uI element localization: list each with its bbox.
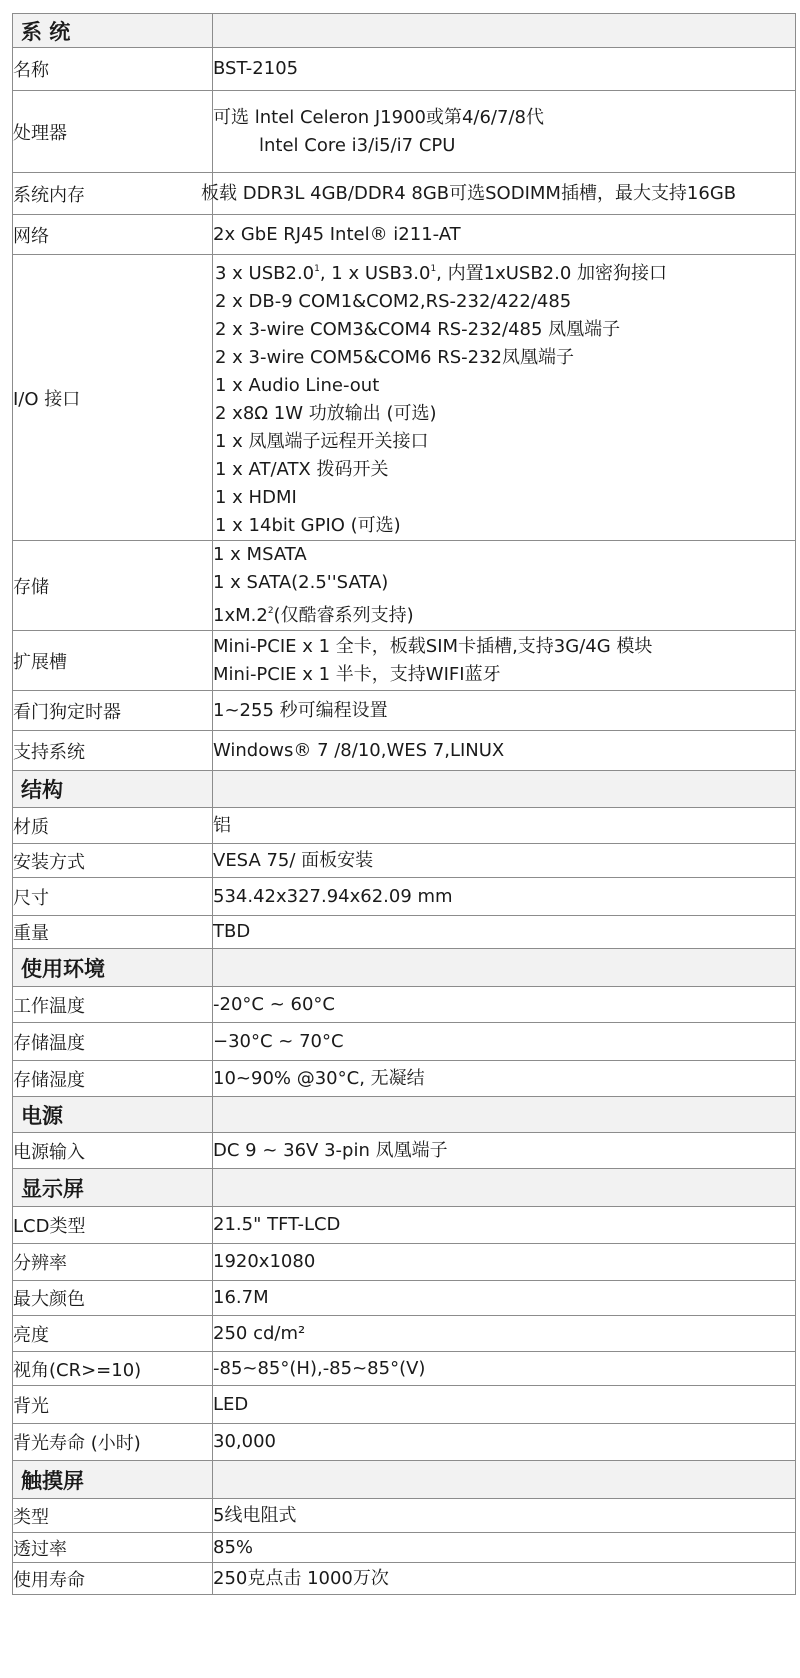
- spec-value: -85~85°(H),-85~85°(V): [213, 1352, 796, 1386]
- spec-label: 重量: [13, 916, 213, 949]
- table-row: [13, 1533, 796, 1563]
- spec-value-line: 2 x 3-wire COM3&COM4 RS-232/485 凤凰端子: [215, 319, 621, 340]
- section-row-touch: [13, 1461, 796, 1499]
- spec-value-line: [213, 597, 795, 630]
- table-row: [13, 541, 796, 631]
- table-row: [13, 1061, 796, 1097]
- spec-label: 亮度: [13, 1316, 213, 1352]
- spec-label: 背光寿命 (小时): [13, 1424, 213, 1461]
- spec-value-line: 1 x 14bit GPIO (可选): [215, 515, 401, 536]
- section-blank: [213, 1461, 796, 1499]
- spec-label: 扩展槽: [13, 631, 213, 691]
- spec-label: 电源输入: [13, 1133, 213, 1169]
- table-row: [13, 1424, 796, 1461]
- spec-value: DC 9 ~ 36V 3-pin 凤凰端子: [213, 1133, 796, 1169]
- table-row: [13, 631, 796, 691]
- spec-label: 存储湿度: [13, 1061, 213, 1097]
- spec-label: 最大颜色: [13, 1281, 213, 1316]
- spec-label: 安装方式: [13, 844, 213, 878]
- table-row: [13, 691, 796, 731]
- spec-label: LCD类型: [13, 1207, 213, 1244]
- section-title: 系 统: [13, 14, 213, 48]
- section-row-environment: [13, 949, 796, 987]
- table-row: [13, 255, 796, 541]
- spec-value-line: 2 x 3-wire COM5&COM6 RS-232凤凰端子: [215, 347, 574, 368]
- section-blank: [213, 1169, 796, 1207]
- table-row: [13, 987, 796, 1023]
- table-row: [13, 916, 796, 949]
- section-blank: [213, 949, 796, 987]
- spec-value: 534.42x327.94x62.09 mm: [213, 878, 796, 916]
- table-row: [13, 808, 796, 844]
- spec-label: 看门狗定时器: [13, 691, 213, 731]
- section-title: 触摸屏: [13, 1461, 213, 1499]
- footnote-mark: 1: [314, 264, 320, 274]
- section-row-system: [13, 14, 796, 48]
- spec-value-line: 1 x HDMI: [215, 487, 297, 508]
- spec-value: 10~90% @30°C, 无凝结: [213, 1061, 796, 1097]
- spec-label: 存储: [13, 541, 213, 631]
- spec-value-line: 1 x Audio Line-out: [215, 375, 380, 396]
- spec-value: LED: [213, 1386, 796, 1424]
- spec-value: [213, 91, 796, 173]
- spec-label: 透过率: [13, 1533, 213, 1563]
- spec-value-line: 1 x MSATA: [213, 544, 307, 565]
- table-row: [13, 1207, 796, 1244]
- spec-value: Windows® 7 /8/10,WES 7,LINUX: [213, 731, 796, 771]
- spec-value: [213, 255, 796, 541]
- footnote-mark: 1: [430, 264, 437, 274]
- spec-label: 分辨率: [13, 1244, 213, 1281]
- spec-value-line: 1 x SATA(2.5''SATA): [213, 572, 389, 593]
- spec-value-line: [213, 255, 795, 288]
- spec-value: 板载 DDR3L 4GB/DDR4 8GB可选SODIMM插槽，最大支持16GB: [201, 182, 737, 204]
- section-blank: [213, 771, 796, 808]
- spec-value-line: 2 x DB-9 COM1&COM2,RS-232/422/485: [215, 291, 572, 312]
- spec-value: 21.5" TFT-LCD: [213, 1207, 796, 1244]
- spec-label: 网络: [13, 215, 213, 255]
- table-row: [13, 91, 796, 173]
- spec-label: 名称: [13, 48, 213, 91]
- spec-value: 16.7M: [213, 1281, 796, 1316]
- spec-value-line: lntel Core i3/i5/i7 CPU: [259, 134, 456, 156]
- spec-value-line: Mini-PCIE x 1 半卡，支持WIFI蓝牙: [213, 663, 501, 685]
- spec-value: -20°C ~ 60°C: [213, 987, 796, 1023]
- spec-value: 250 cd/m²: [213, 1316, 796, 1352]
- section-title: 使用环境: [13, 949, 213, 987]
- section-row-display: [13, 1169, 796, 1207]
- table-row: [13, 1563, 796, 1595]
- spec-value-line: 1 x 凤凰端子远程开关接口: [215, 431, 429, 452]
- table-row: [13, 1281, 796, 1316]
- footnote-mark: 2: [267, 606, 274, 616]
- spec-label: 背光: [13, 1386, 213, 1424]
- storage-m2: 1xM.2: [213, 605, 268, 626]
- table-row: [13, 1244, 796, 1281]
- spec-label: 存储温度: [13, 1023, 213, 1061]
- table-row: [13, 1023, 796, 1061]
- spec-label: 支持系统: [13, 731, 213, 771]
- io-usb3: , 1 x USB3.0: [319, 263, 431, 284]
- table-row: [13, 844, 796, 878]
- spec-value: 250克点击 1000万次: [213, 1563, 796, 1595]
- table-row: [13, 731, 796, 771]
- section-title: 显示屏: [13, 1169, 213, 1207]
- spec-value: 铝: [213, 808, 796, 844]
- table-row: [13, 1352, 796, 1386]
- spec-value-line: 1 x AT/ATX 拨码开关: [215, 459, 389, 480]
- spec-value: 5线电阻式: [213, 1499, 796, 1533]
- section-row-power: [13, 1097, 796, 1133]
- table-row: [13, 878, 796, 916]
- table-row: [13, 1316, 796, 1352]
- section-title: 电源: [13, 1097, 213, 1133]
- spec-value: 2x GbE RJ45 Intel® i211-AT: [213, 215, 796, 255]
- table-row: [13, 1133, 796, 1169]
- section-blank: [213, 14, 796, 48]
- spec-value-line: 可选 lntel Celeron J1900或第4/6/7/8代: [213, 106, 544, 128]
- spec-value: BST-2105: [213, 48, 796, 91]
- spec-label: I/O 接口: [13, 255, 213, 541]
- spec-value: 85%: [213, 1533, 796, 1563]
- section-row-structure: [13, 771, 796, 808]
- table-row: [13, 1386, 796, 1424]
- spec-label: 尺寸: [13, 878, 213, 916]
- io-usb2: 3 x USB2.0: [215, 263, 315, 284]
- table-row: [13, 1499, 796, 1533]
- io-dongle: , 内置1xUSB2.0 加密狗接口: [436, 263, 668, 284]
- spec-value: [213, 631, 796, 691]
- spec-value: 30,000: [213, 1424, 796, 1461]
- spec-value: TBD: [213, 916, 796, 949]
- spec-value-line: 2 x8Ω 1W 功放输出 (可选): [215, 403, 437, 424]
- spec-label: 系统内存: [13, 173, 213, 215]
- table-row: [13, 215, 796, 255]
- section-title: 结构: [13, 771, 213, 808]
- storage-note: (仅酷睿系列支持): [273, 605, 414, 626]
- section-blank: [213, 1097, 796, 1133]
- spec-value: −30°C ~ 70°C: [213, 1023, 796, 1061]
- spec-table: [12, 13, 796, 1595]
- spec-label: 类型: [13, 1499, 213, 1533]
- spec-value: 1920x1080: [213, 1244, 796, 1281]
- spec-label: 材质: [13, 808, 213, 844]
- spec-value: VESA 75/ 面板安装: [213, 844, 796, 878]
- spec-value: [213, 541, 796, 631]
- spec-label: 处理器: [13, 91, 213, 173]
- spec-label: 视角(CR>=10): [13, 1352, 213, 1386]
- spec-label: 工作温度: [13, 987, 213, 1023]
- spec-label: 使用寿命: [13, 1563, 213, 1595]
- spec-value-line: Mini-PCIE x 1 全卡，板载SIM卡插槽,支持3G/4G 模块: [213, 635, 653, 657]
- spec-value-cell: [201, 173, 796, 215]
- table-row: [13, 48, 796, 91]
- spec-value: 1~255 秒可编程设置: [213, 691, 796, 731]
- table-row: [13, 173, 796, 215]
